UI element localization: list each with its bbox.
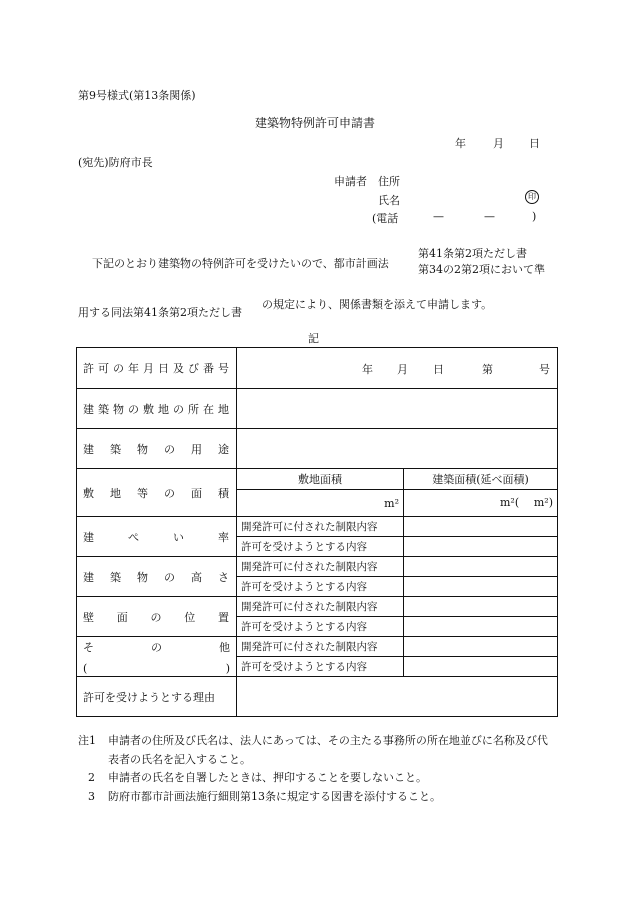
body-text-2: 用する同法第41条第2項ただし書 <box>78 306 242 319</box>
applicant-address-label: 住所 <box>378 175 400 188</box>
note-number: 注1 <box>78 734 96 747</box>
application-table <box>76 347 558 717</box>
body-text-1: 下記のとおり建築物の特例許可を受けたいので、都市計画法 <box>92 257 389 270</box>
note-item <box>78 732 558 769</box>
wall-request-label: 許可を受けようとする内容 <box>237 617 404 637</box>
permit-day: 日 <box>433 363 444 376</box>
reason-field[interactable] <box>237 677 558 717</box>
addressee: (宛先)防府市長 <box>78 156 153 169</box>
other-label[interactable] <box>77 637 237 677</box>
building-area-field[interactable] <box>404 490 558 517</box>
height-label: 建築物の高さ <box>77 557 237 597</box>
coverage-request-field[interactable] <box>404 537 558 557</box>
floor-area-unit: m²) <box>533 496 553 509</box>
coverage-restriction-label: 開発許可に付された制限内容 <box>237 517 404 537</box>
phone-label: (電話 <box>372 212 399 225</box>
note-item <box>78 788 558 807</box>
site-location-field[interactable] <box>237 389 558 429</box>
other-paren-open: ( <box>83 661 88 675</box>
phone-dash-2: — <box>484 210 495 223</box>
note-text: 防府市都市計画法施行細則第13条に規定する図書を添付すること。 <box>108 789 441 803</box>
permit-date-number-label: 許可の年月日及び番号 <box>77 348 237 389</box>
coverage-restriction-field[interactable] <box>404 517 558 537</box>
day-label: 日 <box>529 137 540 150</box>
ki-heading: 記 <box>308 332 319 345</box>
wall-request-field[interactable] <box>404 617 558 637</box>
wall-position-label: 壁面の位置 <box>77 597 237 637</box>
clause-option-1: 第41条第2項ただし書 <box>418 247 527 260</box>
other-restriction-field[interactable] <box>404 637 558 657</box>
permit-date-number-field[interactable] <box>237 348 558 389</box>
other-char-1: そ <box>83 640 94 654</box>
year-label: 年 <box>455 137 466 150</box>
permit-go: 号 <box>539 363 550 376</box>
notes <box>78 732 558 806</box>
form-number: 第9号様式(第13条関係) <box>78 89 196 102</box>
coverage-label: 建ぺい率 <box>77 517 237 557</box>
other-request-label: 許可を受けようとする内容 <box>237 657 404 677</box>
month-label: 月 <box>493 137 504 150</box>
building-area-unit: m²( <box>500 496 520 509</box>
site-area-field[interactable] <box>237 490 404 517</box>
phone-close: ) <box>532 210 537 223</box>
height-restriction-label: 開発許可に付された制限内容 <box>237 557 404 577</box>
reason-label: 許可を受けようとする理由 <box>77 677 237 717</box>
other-paren-close: ) <box>225 661 230 675</box>
note-number: 2 <box>88 771 95 784</box>
body-text-3: の規定により、関係書類を添えて申請します。 <box>262 298 493 311</box>
permit-dai: 第 <box>482 363 493 376</box>
other-request-field[interactable] <box>404 657 558 677</box>
document-title: 建築物特例許可申請書 <box>254 116 375 130</box>
clause-options <box>418 246 545 278</box>
permit-year: 年 <box>362 363 373 376</box>
usage-field[interactable] <box>237 429 558 469</box>
applicant-name-label: 氏名 <box>378 194 400 207</box>
other-char-3: 他 <box>219 640 230 654</box>
seal-icon: 印 <box>525 190 539 204</box>
other-restriction-label: 開発許可に付された制限内容 <box>237 637 404 657</box>
wall-restriction-label: 開発許可に付された制限内容 <box>237 597 404 617</box>
applicant-label: 申請者 <box>334 175 367 188</box>
clause-option-2: 第34の2第2項において準 <box>418 263 545 276</box>
height-restriction-field[interactable] <box>404 557 558 577</box>
note-number: 3 <box>88 789 95 803</box>
other-char-2: の <box>151 640 162 654</box>
note-text: 申請者の氏名を自署したときは、押印することを要しないこと。 <box>108 771 427 784</box>
building-area-header: 建築面積(延べ面積) <box>404 469 558 490</box>
note-text: 申請者の住所及び氏名は、法人にあっては、その主たる事務所の所在地並びに名称及び代表者の氏名を記入すること。 <box>108 734 548 766</box>
site-location-label: 建築物の敷地の所在地 <box>77 389 237 429</box>
area-label: 敷地等の面積 <box>77 469 237 517</box>
phone-dash-1: — <box>433 210 444 223</box>
note-item <box>78 769 558 788</box>
site-area-header: 敷地面積 <box>237 469 404 490</box>
wall-restriction-field[interactable] <box>404 597 558 617</box>
height-request-label: 許可を受けようとする内容 <box>237 577 404 597</box>
permit-month: 月 <box>397 363 408 376</box>
height-request-field[interactable] <box>404 577 558 597</box>
usage-label: 建築物の用途 <box>77 429 237 469</box>
site-area-unit: m² <box>384 496 399 510</box>
coverage-request-label: 許可を受けようとする内容 <box>237 537 404 557</box>
